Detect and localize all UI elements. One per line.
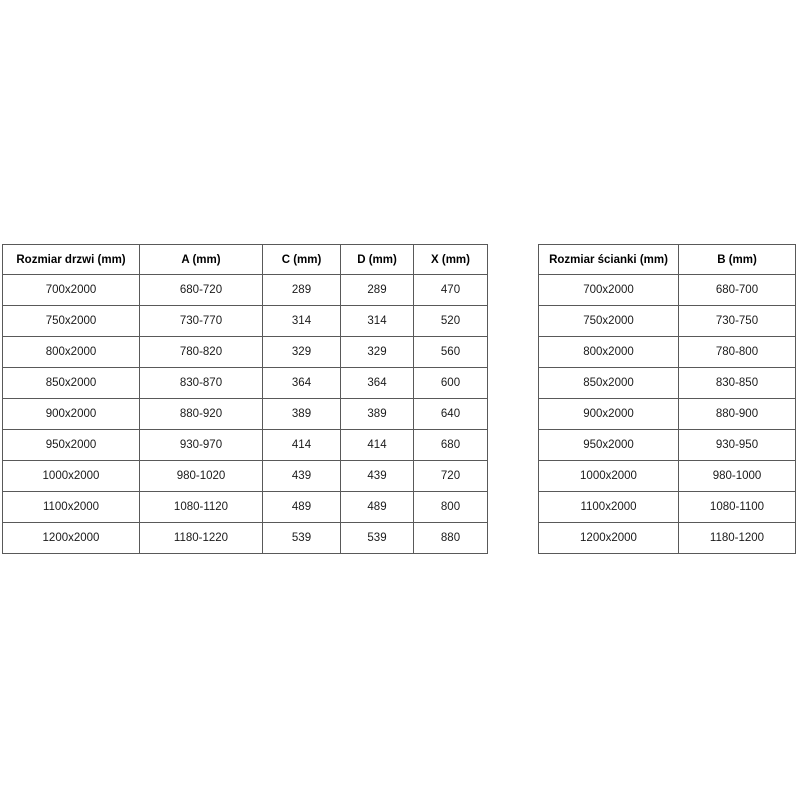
door-cell: 720: [414, 461, 488, 492]
wall-table-row: [539, 337, 796, 368]
wall-cell: 800x2000: [539, 337, 679, 368]
wall-table-row: [539, 306, 796, 337]
door-cell: 520: [414, 306, 488, 337]
wall-table-row: [539, 523, 796, 554]
door-cell: 680-720: [140, 275, 263, 306]
wall-cell: 850x2000: [539, 368, 679, 399]
door-cell: 364: [341, 368, 414, 399]
wall-cell: 1180-1200: [679, 523, 796, 554]
door-column-header: Rozmiar drzwi (mm): [3, 245, 140, 275]
wall-cell: 750x2000: [539, 306, 679, 337]
door-cell: 329: [263, 337, 341, 368]
wall-table-row: [539, 492, 796, 523]
wall-cell: 730-750: [679, 306, 796, 337]
door-cell: 364: [263, 368, 341, 399]
wall-table-row: [539, 430, 796, 461]
door-column-header: A (mm): [140, 245, 263, 275]
door-cell: 830-870: [140, 368, 263, 399]
wall-column-header: Rozmiar ścianki (mm): [539, 245, 679, 275]
door-cell: 680: [414, 430, 488, 461]
door-cell: 389: [263, 399, 341, 430]
door-cell: 414: [341, 430, 414, 461]
door-table-row: [3, 523, 488, 554]
door-column-header: D (mm): [341, 245, 414, 275]
door-cell: 880: [414, 523, 488, 554]
door-cell: 439: [341, 461, 414, 492]
door-cell: 289: [263, 275, 341, 306]
door-table-row: [3, 399, 488, 430]
wall-cell: 680-700: [679, 275, 796, 306]
door-cell: 289: [341, 275, 414, 306]
door-cell: 539: [341, 523, 414, 554]
wall-cell: 950x2000: [539, 430, 679, 461]
door-table-row: [3, 430, 488, 461]
door-cell: 1100x2000: [3, 492, 140, 523]
wall-table-row: [539, 368, 796, 399]
door-table-row: [3, 368, 488, 399]
door-cell: 750x2000: [3, 306, 140, 337]
wall-cell: 900x2000: [539, 399, 679, 430]
door-cell: 730-770: [140, 306, 263, 337]
door-cell: 1000x2000: [3, 461, 140, 492]
wall-cell: 980-1000: [679, 461, 796, 492]
wall-table-row: [539, 461, 796, 492]
door-dimensions-table: [2, 244, 488, 554]
wall-cell: 880-900: [679, 399, 796, 430]
door-cell: 329: [341, 337, 414, 368]
wall-cell: 1080-1100: [679, 492, 796, 523]
door-cell: 950x2000: [3, 430, 140, 461]
door-cell: 414: [263, 430, 341, 461]
wall-cell: 700x2000: [539, 275, 679, 306]
wall-cell: 1000x2000: [539, 461, 679, 492]
door-cell: 600: [414, 368, 488, 399]
wall-cell: 930-950: [679, 430, 796, 461]
door-cell: 1180-1220: [140, 523, 263, 554]
door-table-row: [3, 275, 488, 306]
door-cell: 1200x2000: [3, 523, 140, 554]
wall-table-row: [539, 275, 796, 306]
door-cell: 489: [263, 492, 341, 523]
wall-table-header-row: [539, 245, 796, 275]
wall-cell: 1200x2000: [539, 523, 679, 554]
door-cell: 930-970: [140, 430, 263, 461]
wall-cell: 830-850: [679, 368, 796, 399]
door-cell: 880-920: [140, 399, 263, 430]
door-cell: 539: [263, 523, 341, 554]
door-cell: 780-820: [140, 337, 263, 368]
door-cell: 439: [263, 461, 341, 492]
door-cell: 489: [341, 492, 414, 523]
door-cell: 314: [341, 306, 414, 337]
door-cell: 980-1020: [140, 461, 263, 492]
door-cell: 314: [263, 306, 341, 337]
door-table-row: [3, 337, 488, 368]
wall-column-header: B (mm): [679, 245, 796, 275]
wall-table-row: [539, 399, 796, 430]
door-table-header-row: [3, 245, 488, 275]
door-column-header: X (mm): [414, 245, 488, 275]
door-cell: 389: [341, 399, 414, 430]
wall-cell: 780-800: [679, 337, 796, 368]
door-cell: 850x2000: [3, 368, 140, 399]
door-cell: 1080-1120: [140, 492, 263, 523]
door-cell: 900x2000: [3, 399, 140, 430]
door-cell: 700x2000: [3, 275, 140, 306]
door-table-row: [3, 461, 488, 492]
door-table-row: [3, 306, 488, 337]
door-cell: 560: [414, 337, 488, 368]
wall-dimensions-table: [538, 244, 796, 554]
door-table-row: [3, 492, 488, 523]
door-column-header: C (mm): [263, 245, 341, 275]
door-cell: 800: [414, 492, 488, 523]
wall-cell: 1100x2000: [539, 492, 679, 523]
door-cell: 470: [414, 275, 488, 306]
door-cell: 800x2000: [3, 337, 140, 368]
door-cell: 640: [414, 399, 488, 430]
